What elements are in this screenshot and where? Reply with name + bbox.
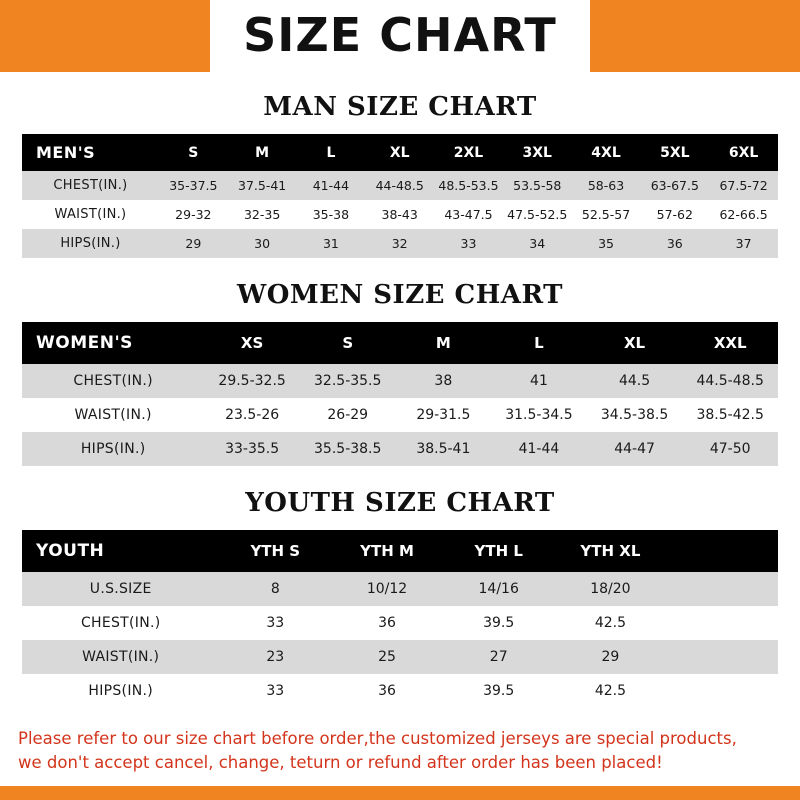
- women-size-table: [22, 322, 778, 466]
- man-r2-c0: 29: [185, 236, 202, 251]
- youth-row-0-label: U.S.SIZE: [89, 581, 152, 597]
- man-col-6: 4XL: [591, 144, 621, 161]
- women-table-header: [22, 322, 778, 364]
- women-r2-c5: 47-50: [709, 441, 751, 457]
- man-r0-c3: 44-48.5: [375, 178, 424, 193]
- women-row-2-label: HIPS(IN.): [80, 441, 146, 457]
- man-row-0-label: CHEST(IN.): [53, 178, 128, 193]
- table-row: [22, 398, 778, 432]
- youth-r2-c3: 29: [601, 649, 620, 665]
- youth-col-spacer: [666, 530, 778, 572]
- youth-row-3-label: HIPS(IN.): [88, 683, 154, 699]
- man-r1-c6: 52.5-57: [581, 207, 631, 222]
- youth-row-label-header: YOUTH: [36, 541, 105, 561]
- man-row-2-label: HIPS(IN.): [60, 236, 121, 251]
- man-col-7: 5XL: [660, 144, 690, 161]
- women-r1-c2: 29-31.5: [416, 407, 471, 423]
- women-r2-c1: 35.5-38.5: [314, 441, 382, 457]
- charts-content: [0, 72, 800, 713]
- man-r2-c5: 34: [529, 236, 546, 251]
- youth-row-1-label: CHEST(IN.): [80, 615, 161, 631]
- table-row: [22, 364, 778, 398]
- women-r0-c3: 41: [530, 373, 548, 389]
- man-section-title: MAN SIZE CHART: [263, 92, 537, 122]
- man-row-1-label: WAIST(IN.): [54, 207, 127, 222]
- man-r1-c4: 43-47.5: [444, 207, 493, 222]
- women-r0-c2: 38: [434, 373, 453, 389]
- women-r1-c5: 38.5-42.5: [696, 407, 764, 423]
- youth-col-3: YTH XL: [580, 542, 641, 560]
- man-r2-c8: 37: [735, 236, 752, 251]
- man-r1-c2: 35-38: [312, 207, 350, 222]
- women-col-0: XS: [240, 334, 264, 352]
- man-r0-c2: 41-44: [312, 178, 350, 193]
- youth-col-0: YTH S: [250, 542, 301, 560]
- table-row: [22, 229, 778, 258]
- youth-r0-c3: 18/20: [590, 581, 631, 597]
- man-r1-c7: 57-62: [656, 207, 693, 222]
- youth-r0-c0: 8: [270, 581, 280, 597]
- man-r1-c3: 38-43: [381, 207, 418, 222]
- man-col-0: S: [188, 144, 199, 161]
- women-r2-c3: 41-44: [518, 441, 560, 457]
- women-col-1: S: [342, 334, 354, 352]
- youth-r3-c1: 36: [378, 683, 396, 699]
- man-r2-c2: 31: [322, 236, 339, 251]
- man-table-header: [22, 134, 778, 171]
- youth-r1-c3: 42.5: [594, 615, 626, 631]
- table-row: [22, 606, 778, 640]
- footer-note-line-1: Please refer to our size chart before order,the customized jerseys are special products,: [18, 728, 737, 748]
- footer-note: [0, 713, 800, 787]
- man-r1-c5: 47.5-52.5: [507, 207, 568, 222]
- man-r0-c7: 63-67.5: [650, 178, 699, 193]
- man-col-5: 3XL: [522, 144, 552, 161]
- women-r1-c1: 26-29: [327, 407, 369, 423]
- youth-row-2-label: WAIST(IN.): [82, 649, 160, 665]
- header-band: [0, 0, 800, 72]
- youth-r3-spacer: [666, 674, 778, 708]
- man-col-3: XL: [389, 144, 410, 161]
- women-col-2: M: [435, 334, 451, 352]
- youth-r2-c2: 27: [489, 649, 508, 665]
- youth-r3-c0: 33: [266, 683, 285, 699]
- youth-r2-c1: 25: [378, 649, 396, 665]
- man-r0-c1: 37.5-41: [238, 178, 287, 193]
- man-r0-c4: 48.5-53.5: [438, 178, 499, 193]
- women-row-1-label: WAIST(IN.): [74, 407, 152, 423]
- youth-r3-c2: 39.5: [483, 683, 515, 699]
- table-row: [22, 640, 778, 674]
- man-size-table: [22, 134, 778, 258]
- youth-r0-c1: 10/12: [366, 581, 408, 597]
- youth-r0-c2: 14/16: [478, 581, 519, 597]
- women-r0-c4: 44.5: [618, 373, 651, 389]
- women-r0-c5: 44.5-48.5: [696, 373, 764, 389]
- youth-section-title: YOUTH SIZE CHART: [245, 488, 555, 518]
- youth-r1-c1: 36: [378, 615, 396, 631]
- man-r0-c5: 53.5-58: [513, 178, 562, 193]
- table-header-row: [22, 134, 778, 171]
- man-col-1: M: [255, 144, 270, 161]
- youth-col-2: YTH L: [474, 542, 523, 560]
- man-r2-c1: 30: [254, 236, 271, 251]
- man-r0-c6: 58-63: [587, 178, 625, 193]
- table-header-row: [22, 322, 778, 364]
- women-r1-c0: 23.5-26: [225, 407, 280, 423]
- youth-r3-c3: 42.5: [594, 683, 626, 699]
- youth-r2-spacer: [666, 640, 778, 674]
- women-r2-c0: 33-35.5: [225, 441, 280, 457]
- women-row-0-label: CHEST(IN.): [73, 373, 153, 389]
- women-col-4: XL: [623, 334, 646, 352]
- man-col-2: L: [326, 144, 336, 161]
- table-row: [22, 432, 778, 466]
- man-r2-c7: 36: [666, 236, 683, 251]
- women-r2-c2: 38.5-41: [416, 441, 471, 457]
- youth-r2-c0: 23: [266, 649, 285, 665]
- table-row: [22, 674, 778, 708]
- man-r2-c3: 32: [391, 236, 408, 251]
- youth-table-header: [22, 530, 778, 572]
- youth-r0-spacer: [666, 572, 778, 606]
- table-row: [22, 200, 778, 229]
- man-r0-c8: 67.5-72: [719, 178, 768, 193]
- youth-r1-c2: 39.5: [483, 615, 515, 631]
- man-r1-c0: 29-32: [175, 207, 212, 222]
- man-r1-c8: 62-66.5: [719, 207, 768, 222]
- footer-note-line-2: we don't accept cancel, change, teturn or refund after order has been placed!: [18, 753, 663, 773]
- man-row-label-header: MEN'S: [36, 143, 96, 162]
- footer-accent-bar: [0, 786, 800, 800]
- women-col-5: XXL: [713, 334, 747, 352]
- man-r2-c6: 35: [598, 236, 614, 251]
- women-r2-c4: 44-47: [614, 441, 655, 457]
- man-r1-c1: 32-35: [243, 207, 281, 222]
- women-row-label-header: WOMEN'S: [36, 333, 133, 353]
- page-title: SIZE CHART: [243, 8, 557, 62]
- women-r1-c3: 31.5-34.5: [505, 407, 573, 423]
- man-col-4: 2XL: [453, 144, 484, 161]
- table-row: [22, 171, 778, 200]
- table-row: [22, 572, 778, 606]
- women-r0-c1: 32.5-35.5: [314, 373, 382, 389]
- man-r2-c4: 33: [460, 236, 477, 251]
- table-header-row: [22, 530, 778, 572]
- women-col-3: L: [534, 334, 544, 352]
- women-section-title: WOMEN SIZE CHART: [237, 280, 563, 310]
- youth-table-body: [22, 572, 778, 708]
- youth-size-table: [22, 530, 778, 708]
- youth-r1-c0: 33: [266, 615, 285, 631]
- women-r0-c0: 29.5-32.5: [218, 373, 286, 389]
- youth-r1-spacer: [666, 606, 778, 640]
- women-r1-c4: 34.5-38.5: [600, 407, 669, 423]
- man-r0-c0: 35-37.5: [169, 178, 218, 193]
- man-table-body: [22, 171, 778, 258]
- youth-col-1: YTH M: [360, 542, 414, 560]
- women-table-body: [22, 364, 778, 466]
- man-col-8: 6XL: [728, 144, 759, 161]
